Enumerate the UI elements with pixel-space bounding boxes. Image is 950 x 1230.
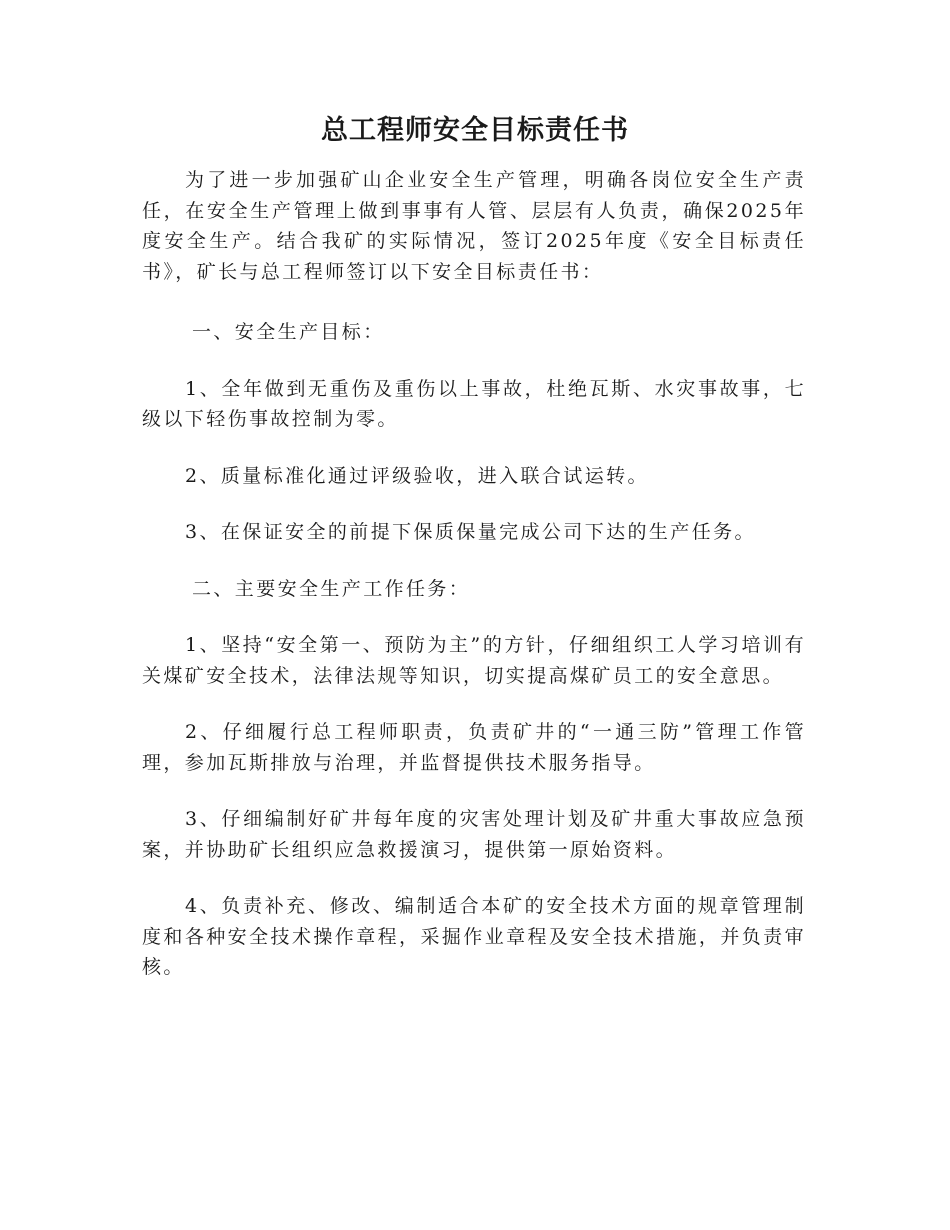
task-item: 4、负责补充、修改、编制适合本矿的安全技术方面的规章管理制度和各种安全技术操作章程，采掘作业章程及安全技术措施，并负责审核。: [142, 895, 806, 978]
goal-item: 3、在保证安全的前提下保质保量完成公司下达的生产任务。: [185, 521, 756, 543]
intro-paragraph: 为了进一步加强矿山企业安全生产管理，明确各岗位安全生产责任，在安全生产管理上做到事事有人管、层层有人负责，确保2025年度安全生产。结合我矿的实际情况，签订2025年度《安全目标责任书》，矿长与总工程师签订以下安全目标责任书：: [142, 169, 806, 283]
task-item: 2、仔细履行总工程师职责，负责矿井的“一通三防”管理工作管理，参加瓦斯排放与治理，并监督提供技术服务指导。: [142, 721, 806, 774]
goal-item: 2、质量标准化通过评级验收，进入联合试运转。: [185, 464, 649, 487]
task-item: 1、坚持“安全第一、预防为主”的方针，仔细组织工人学习培训有关煤矿安全技术，法律法规等知识，切实提高煤矿员工的安全意思。: [142, 634, 806, 687]
document-body: [142, 165, 806, 983]
task-item: 3、仔细编制好矿井每年度的灾害处理计划及矿井重大事故应急预案，并协助矿长组织应急救援演习，提供第一原始资料。: [142, 808, 806, 861]
section-heading-tasks: 二、主要安全生产工作任务：: [192, 577, 471, 600]
document-title: 总工程师安全目标责任书: [321, 115, 629, 146]
section-heading-goals: 一、安全生产目标：: [192, 321, 385, 343]
goal-item: 1、全年做到无重伤及重伤以上事故，杜绝瓦斯、水灾事故事，七级以下轻伤事故控制为零。: [142, 377, 806, 430]
